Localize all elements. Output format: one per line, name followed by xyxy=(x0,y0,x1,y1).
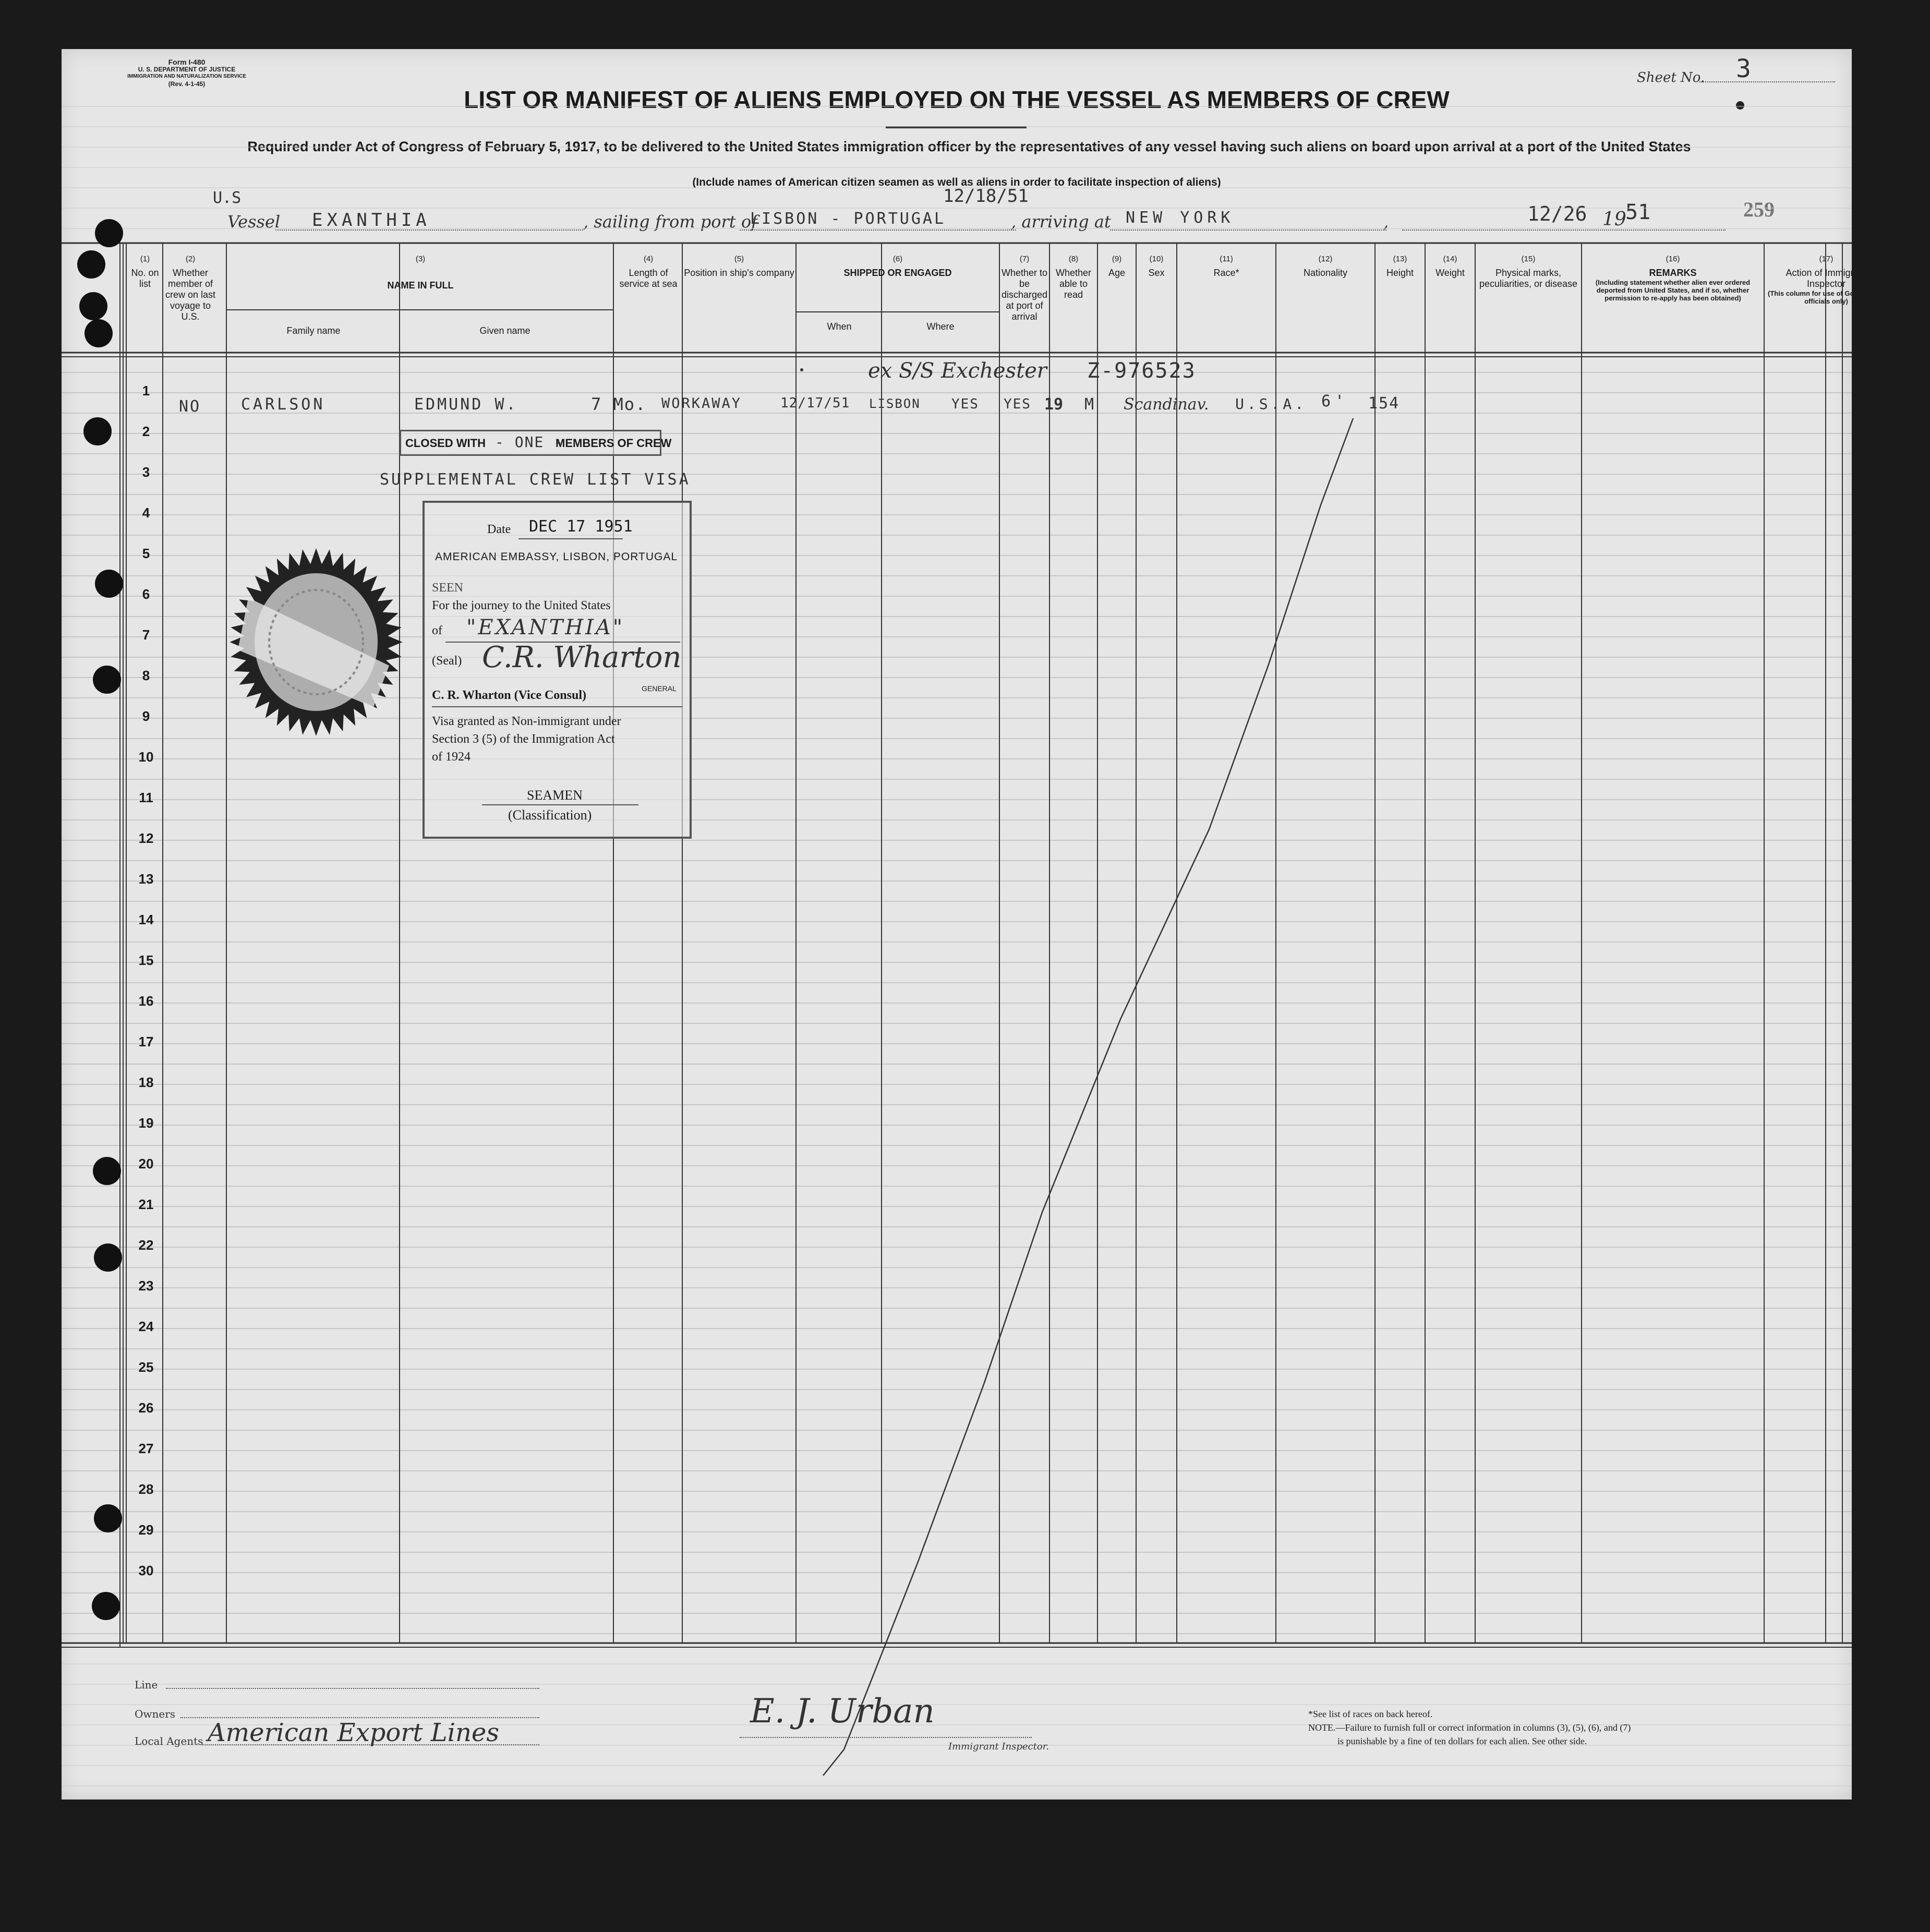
consul-signature: C.R. Wharton xyxy=(482,641,682,674)
entry-weight: 154 xyxy=(1368,394,1400,413)
binder-hole xyxy=(83,417,112,445)
row-number: 11 xyxy=(139,790,153,805)
entry-annotation-ship: ex S/S Exchester xyxy=(868,359,1047,383)
given-name-header: Given name xyxy=(479,325,530,336)
col-7-header: (7) Whether to be discharged at port of arrival xyxy=(1001,255,1048,322)
visa-general: GENERAL xyxy=(642,684,677,693)
revision: (Rev. 4-1-45) xyxy=(168,80,206,88)
family-name-header: Family name xyxy=(286,325,341,336)
members-of-crew-label: MEMBERS OF CREW xyxy=(556,437,672,450)
entry-family-name: CARLSON xyxy=(241,395,325,414)
row-number: 13 xyxy=(138,871,154,887)
col-2-header: (2) Whether member of crew on last voyage to U.S. xyxy=(165,255,216,322)
inspector-label: Immigrant Inspector. xyxy=(948,1741,1050,1752)
col-13-header: (13) Height xyxy=(1386,255,1414,278)
row-number: 17 xyxy=(138,1034,154,1049)
footer-agents-label: Local Agents xyxy=(135,1735,203,1747)
binder-hole xyxy=(79,292,107,320)
sheet-label: Sheet No. xyxy=(1637,70,1705,86)
row-number: 18 xyxy=(138,1074,154,1090)
row-number: 23 xyxy=(138,1278,154,1294)
row-number: 19 xyxy=(138,1115,154,1131)
visa-text-1: Visa granted as Non-immigrant under xyxy=(432,715,621,728)
entry-position: WORKAWAY xyxy=(661,395,742,412)
row-number: 4 xyxy=(142,505,150,521)
visa-journey: For the journey to the United States xyxy=(432,599,611,612)
col-16-header: (16) REMARKS (Including statement whether alien ever ordered deported from United States, and if so, whether permission to re-apply has been obtained) xyxy=(1583,253,1763,302)
row-number: 30 xyxy=(138,1563,154,1578)
arriving-label: , arriving at xyxy=(1011,212,1111,232)
visa-text-2: Section 3 (5) of the Immigration Act xyxy=(432,732,615,746)
row-number: 29 xyxy=(138,1522,154,1538)
col-6-header: (6) SHIPPED OR ENGAGED xyxy=(843,255,952,278)
row-number: 20 xyxy=(138,1156,154,1172)
col-4-header: (4) Length of service at sea xyxy=(619,255,678,289)
year-suffix: 51 xyxy=(1625,200,1651,224)
entry-whether-crew: NO xyxy=(179,397,201,416)
col-9-header: (9) Age xyxy=(1108,255,1126,278)
col-17-header: (17) Action of Immigrant Inspector (This column for use of Government officials only) xyxy=(1765,253,1887,305)
binder-hole xyxy=(95,570,123,598)
row-number: 2 xyxy=(142,424,150,439)
col-15-header: (15) Physical marks, peculiarities, or disease xyxy=(1479,255,1578,289)
visa-embassy: AMERICAN EMBASSY, LISBON, PORTUGAL xyxy=(435,551,678,563)
entry-annotation-number: Z-976523 xyxy=(1087,359,1196,383)
arriving-port: NEW YORK xyxy=(1126,209,1235,227)
page-stamp: 259 xyxy=(1743,198,1775,221)
vessel-label: Vessel xyxy=(227,212,281,232)
row-number: 12 xyxy=(138,830,154,846)
visa-vessel: "EXANTHIA" xyxy=(466,615,625,639)
visa-date-label: Date xyxy=(487,523,511,536)
closed-with-label: CLOSED WITH xyxy=(405,437,486,450)
row-number: 22 xyxy=(138,1237,154,1253)
sheet-number: 3 xyxy=(1736,54,1751,83)
entry-where: LISBON xyxy=(869,396,921,411)
year-prefix: 19 xyxy=(1602,209,1626,230)
penalty-note-2: is punishable by a fine of ten dollars for each alien. See other side. xyxy=(1337,1736,1587,1746)
form-number: Form I-480 xyxy=(168,58,206,66)
note-line: (Include names of American citizen seamen as well as aliens in order to facilitate inspection of aliens) xyxy=(692,176,1221,188)
entry-able-read: YES xyxy=(1004,396,1031,412)
footer-owners-label: Owners xyxy=(135,1708,176,1720)
sailing-date: 12/18/51 xyxy=(943,186,1029,207)
binder-hole xyxy=(85,319,113,347)
entry-given-name: EDMUND W. xyxy=(414,395,518,414)
arrival-date: 12/26 xyxy=(1527,202,1587,225)
binder-hole xyxy=(92,1592,120,1620)
col-8-header: (8) Whether able to read xyxy=(1055,255,1092,300)
row-number: 3 xyxy=(142,464,150,480)
row-number: 5 xyxy=(142,546,150,561)
remarks-note: (Including statement whether alien ever ordered deported from United States, and if so, whether permission to re-apply has been obtained) xyxy=(1595,279,1751,302)
local-agents-signature: American Export Lines xyxy=(208,1718,499,1747)
entry-discharged: YES xyxy=(951,396,979,412)
col-5-header: (5) Position in ship's company xyxy=(684,255,794,278)
when-header: When xyxy=(827,321,852,332)
row-number: 9 xyxy=(142,708,150,724)
entry-race: Scandinav. xyxy=(1124,395,1209,414)
manifest-sheet xyxy=(62,49,1885,1800)
inspector-underline xyxy=(740,1737,1032,1738)
visa-seen: SEEN xyxy=(432,581,463,595)
col-14-header: (14) Weight xyxy=(1436,255,1465,278)
visa-classification-label: (Classification) xyxy=(508,807,592,823)
entry-age: 19 xyxy=(1044,395,1064,414)
col-3-header: (3) NAME IN FULL xyxy=(387,255,454,291)
col-10-header: (10) Sex xyxy=(1148,255,1165,278)
entry-length-service: 7 Mo. xyxy=(591,394,647,414)
row-number: 10 xyxy=(138,749,154,765)
binder-hole xyxy=(93,666,121,694)
entry-nationality: U.S.A. xyxy=(1235,395,1307,413)
binder-hole xyxy=(94,1504,122,1532)
row-number: 24 xyxy=(138,1319,154,1334)
visa-classification: SEAMEN xyxy=(527,788,583,803)
binder-hole xyxy=(77,250,105,279)
closed-count: - ONE - xyxy=(495,433,564,451)
visa-of-label: of xyxy=(432,624,442,637)
where-header: Where xyxy=(926,321,955,332)
sailing-port: LISBON - PORTUGAL xyxy=(750,210,946,228)
penalty-note-1: NOTE.—Failure to furnish full or correct information in columns (3), (5), (6), and (7) xyxy=(1308,1722,1631,1733)
inspector-note: (This column for use of Government officials only) xyxy=(1768,289,1885,305)
row-number: 6 xyxy=(142,586,150,602)
row-number: 16 xyxy=(138,993,154,1009)
subtitle: Required under Act of Congress of February 5, 1917, to be delivered to the United States immigration officer by the representatives of any vessel having such aliens on board upon arrival at a port of the United States xyxy=(247,139,1691,154)
row-number: 27 xyxy=(138,1441,154,1456)
sailing-label: , sailing from port of xyxy=(583,212,757,232)
row-number: 21 xyxy=(138,1197,154,1212)
visa-text-3: of 1924 xyxy=(432,750,471,764)
row-number: 26 xyxy=(138,1400,154,1416)
row-number: 8 xyxy=(142,668,150,683)
visa-consul: C. R. Wharton (Vice Consul) xyxy=(432,689,587,702)
binder-hole xyxy=(94,1243,122,1272)
visa-seal-label: (Seal) xyxy=(432,654,462,668)
vessel-name: EXANTHIA xyxy=(312,210,431,231)
page-title: LIST OR MANIFEST OF ALIENS EMPLOYED ON THE VESSEL AS MEMBERS OF CREW xyxy=(464,86,1450,113)
department: U. S. DEPARTMENT OF JUSTICE xyxy=(138,66,236,73)
footer-line-label: Line xyxy=(135,1679,158,1691)
race-note: *See list of races on back hereof. xyxy=(1308,1709,1433,1719)
visa-date: DEC 17 1951 xyxy=(529,517,633,536)
entry-sex: M xyxy=(1084,395,1099,414)
row-number: 7 xyxy=(142,627,150,643)
entry-when: 12/17/51 xyxy=(780,395,850,411)
col-1-header: (1) No. on list xyxy=(131,255,159,289)
binder-hole xyxy=(95,219,123,247)
row-number: 15 xyxy=(138,952,154,968)
col-12-header: (12) Nationality xyxy=(1303,255,1348,278)
row-number: 28 xyxy=(138,1481,154,1497)
line-underline xyxy=(166,1688,539,1689)
comma: , xyxy=(1383,212,1389,232)
row-number: 1 xyxy=(142,383,150,399)
col-11-header: (11) Race* xyxy=(1213,255,1239,278)
row-number: 14 xyxy=(138,912,154,927)
cancel-line xyxy=(62,49,1852,1800)
row-number: 25 xyxy=(138,1359,154,1375)
inspector-signature: E. J. Urban xyxy=(750,1692,935,1731)
service: IMMIGRATION AND NATURALIZATION SERVICE xyxy=(127,74,246,79)
entry-height: 6' xyxy=(1321,392,1349,410)
supplemental-visa-note: SUPPLEMENTAL CREW LIST VISA xyxy=(380,470,691,489)
binder-hole xyxy=(93,1157,121,1185)
vessel-prefix: U.S xyxy=(213,189,242,207)
